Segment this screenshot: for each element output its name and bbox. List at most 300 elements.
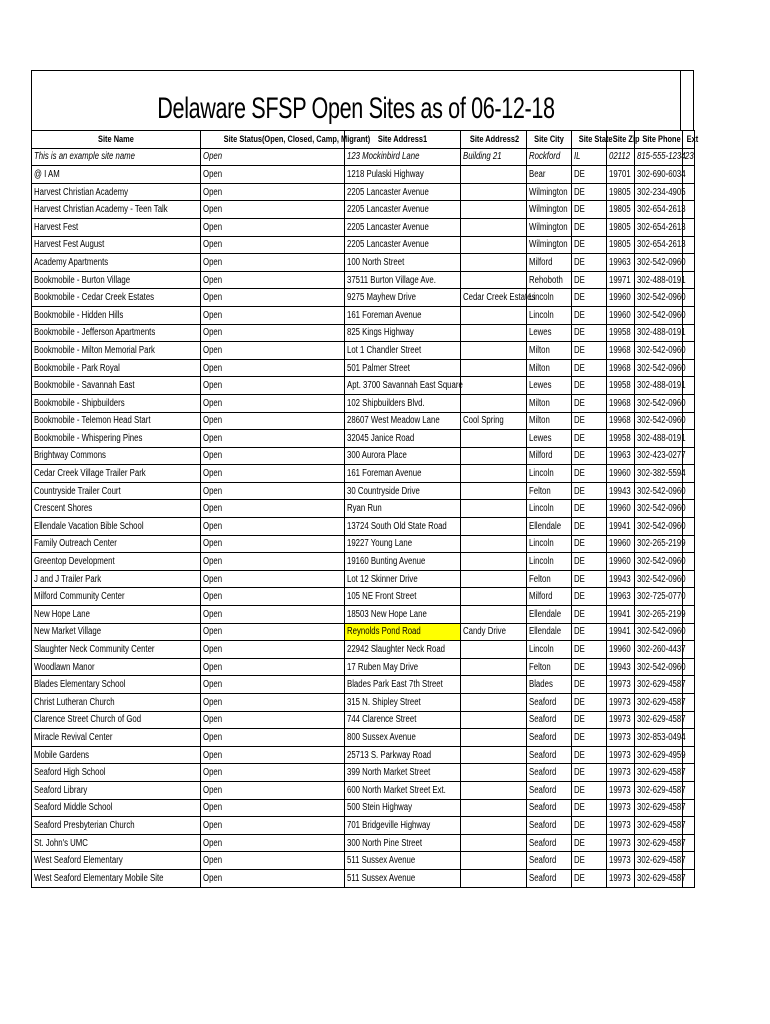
cell-site-address1[interactable]: 32045 Janice Road — [345, 430, 461, 448]
cell-site-name[interactable]: Bookmobile - Jefferson Apartments — [32, 324, 201, 342]
cell-site-name[interactable]: Harvest Christian Academy - Teen Talk — [32, 201, 201, 219]
cell-site-address1[interactable]: 315 N. Shipley Street — [345, 694, 461, 712]
cell-site-address1[interactable]: 2205 Lancaster Avenue — [345, 236, 461, 254]
cell-site-status[interactable]: Open — [201, 482, 345, 500]
cell-site-name[interactable]: Harvest Christian Academy — [32, 183, 201, 201]
cell-site-city[interactable]: Ellendale — [527, 623, 572, 641]
cell-site-state[interactable]: DE — [572, 465, 607, 483]
cell-site-zip[interactable]: 19805 — [607, 183, 635, 201]
cell-site-name[interactable]: Ellendale Vacation Bible School — [32, 518, 201, 536]
cell-site-status[interactable]: Open — [201, 781, 345, 799]
cell-site-zip[interactable]: 19960 — [607, 553, 635, 571]
cell-site-address2[interactable] — [461, 764, 527, 782]
cell-site-address1[interactable]: 2205 Lancaster Avenue — [345, 218, 461, 236]
cell-site-name[interactable]: New Hope Lane — [32, 606, 201, 624]
cell-site-phone[interactable]: 302-542-0960 — [635, 412, 683, 430]
cell-site-phone[interactable]: 302-542-0960 — [635, 394, 683, 412]
cell-site-status[interactable]: Open — [201, 394, 345, 412]
cell-site-status[interactable]: Open — [201, 430, 345, 448]
cell-site-address2[interactable]: Cool Spring — [461, 412, 527, 430]
cell-site-phone[interactable]: 302-853-0494 — [635, 729, 683, 747]
cell-site-phone[interactable]: 302-629-4587 — [635, 694, 683, 712]
cell-site-status[interactable]: Open — [201, 377, 345, 395]
cell-site-address2[interactable] — [461, 676, 527, 694]
cell-site-address1[interactable]: 22942 Slaughter Neck Road — [345, 641, 461, 659]
cell-site-name[interactable]: Family Outreach Center — [32, 535, 201, 553]
cell-site-address2[interactable] — [461, 852, 527, 870]
cell-site-name[interactable]: Bookmobile - Hidden Hills — [32, 306, 201, 324]
cell-site-phone[interactable]: 302-542-0960 — [635, 570, 683, 588]
cell-site-state[interactable]: DE — [572, 764, 607, 782]
cell-site-name[interactable]: Academy Apartments — [32, 254, 201, 272]
cell-site-address2[interactable] — [461, 553, 527, 571]
cell-site-address2[interactable] — [461, 201, 527, 219]
cell-site-address1[interactable]: 28607 West Meadow Lane — [345, 412, 461, 430]
cell-site-state[interactable]: DE — [572, 306, 607, 324]
cell-site-city[interactable]: Ellendale — [527, 606, 572, 624]
cell-site-status[interactable]: Open — [201, 606, 345, 624]
cell-site-state[interactable]: DE — [572, 166, 607, 184]
cell-site-address1[interactable]: 19160 Bunting Avenue — [345, 553, 461, 571]
cell-site-phone[interactable]: 302-629-4959 — [635, 746, 683, 764]
cell-site-address2[interactable]: Cedar Creek Estates — [461, 289, 527, 307]
cell-site-address2[interactable] — [461, 306, 527, 324]
cell-site-zip[interactable]: 19973 — [607, 694, 635, 712]
cell-site-phone[interactable]: 302-629-4587 — [635, 799, 683, 817]
cell-site-address1[interactable]: Lot 12 Skinner Drive — [345, 570, 461, 588]
cell-site-zip[interactable]: 19941 — [607, 606, 635, 624]
cell-site-city[interactable]: Wilmington — [527, 183, 572, 201]
cell-site-status[interactable]: Open — [201, 306, 345, 324]
cell-site-address2[interactable] — [461, 799, 527, 817]
cell-site-city[interactable]: Seaford — [527, 781, 572, 799]
cell-site-phone[interactable]: 302-654-2613 — [635, 201, 683, 219]
cell-site-status[interactable]: Open — [201, 518, 345, 536]
cell-site-phone[interactable]: 302-542-0960 — [635, 500, 683, 518]
cell-site-address2[interactable] — [461, 254, 527, 272]
cell-site-name[interactable]: Greentop Development — [32, 553, 201, 571]
cell-site-city[interactable]: Lincoln — [527, 500, 572, 518]
cell-site-status[interactable]: Open — [201, 465, 345, 483]
cell-site-address2[interactable] — [461, 588, 527, 606]
cell-site-city[interactable]: Blades — [527, 676, 572, 694]
cell-site-status[interactable]: Open — [201, 694, 345, 712]
cell-site-city[interactable]: Seaford — [527, 746, 572, 764]
cell-site-phone[interactable]: 302-542-0960 — [635, 306, 683, 324]
cell-site-name[interactable]: Bookmobile - Park Royal — [32, 359, 201, 377]
cell-site-name[interactable]: Crescent Shores — [32, 500, 201, 518]
cell-site-address1[interactable]: 600 North Market Street Ext. — [345, 781, 461, 799]
cell-site-address1[interactable]: 105 NE Front Street — [345, 588, 461, 606]
cell-site-status[interactable]: Open — [201, 764, 345, 782]
cell-site-zip[interactable]: 19805 — [607, 218, 635, 236]
cell-site-address1[interactable]: Lot 1 Chandler Street — [345, 342, 461, 360]
cell-site-address2[interactable] — [461, 729, 527, 747]
cell-site-name[interactable]: This is an example site name — [32, 148, 201, 166]
cell-site-address1[interactable]: 13724 South Old State Road — [345, 518, 461, 536]
cell-site-address1[interactable]: 161 Foreman Avenue — [345, 465, 461, 483]
cell-site-city[interactable]: Milford — [527, 254, 572, 272]
cell-site-city[interactable]: Seaford — [527, 764, 572, 782]
cell-site-zip[interactable]: 19973 — [607, 834, 635, 852]
cell-site-zip[interactable]: 19805 — [607, 236, 635, 254]
cell-site-name[interactable]: West Seaford Elementary — [32, 852, 201, 870]
cell-site-address2[interactable] — [461, 834, 527, 852]
cell-site-status[interactable]: Open — [201, 729, 345, 747]
cell-site-city[interactable]: Milton — [527, 412, 572, 430]
cell-site-state[interactable]: DE — [572, 377, 607, 395]
cell-site-status[interactable]: Open — [201, 359, 345, 377]
cell-site-status[interactable]: Open — [201, 324, 345, 342]
cell-site-name[interactable]: J and J Trailer Park — [32, 570, 201, 588]
cell-site-state[interactable]: DE — [572, 781, 607, 799]
cell-site-status[interactable]: Open — [201, 711, 345, 729]
cell-site-state[interactable]: DE — [572, 869, 607, 887]
cell-site-name[interactable]: Bookmobile - Cedar Creek Estates — [32, 289, 201, 307]
cell-site-zip[interactable]: 19971 — [607, 271, 635, 289]
cell-site-address2[interactable] — [461, 606, 527, 624]
cell-site-status[interactable]: Open — [201, 570, 345, 588]
cell-site-phone[interactable]: 302-542-0960 — [635, 553, 683, 571]
cell-site-status[interactable]: Open — [201, 641, 345, 659]
cell-site-name[interactable]: Seaford Middle School — [32, 799, 201, 817]
cell-site-address2[interactable] — [461, 781, 527, 799]
cell-site-state[interactable]: IL — [572, 148, 607, 166]
cell-site-zip[interactable]: 19805 — [607, 201, 635, 219]
cell-site-address2[interactable] — [461, 394, 527, 412]
cell-site-name[interactable]: @ I AM — [32, 166, 201, 184]
cell-site-status[interactable]: Open — [201, 447, 345, 465]
cell-site-zip[interactable]: 19941 — [607, 518, 635, 536]
cell-site-city[interactable]: Seaford — [527, 852, 572, 870]
cell-site-address2[interactable] — [461, 869, 527, 887]
cell-site-state[interactable]: DE — [572, 254, 607, 272]
cell-site-status[interactable]: Open — [201, 254, 345, 272]
cell-site-state[interactable]: DE — [572, 394, 607, 412]
cell-site-state[interactable]: DE — [572, 412, 607, 430]
cell-site-name[interactable]: West Seaford Elementary Mobile Site — [32, 869, 201, 887]
cell-site-address2[interactable] — [461, 694, 527, 712]
cell-site-state[interactable]: DE — [572, 711, 607, 729]
cell-site-state[interactable]: DE — [572, 676, 607, 694]
cell-site-address1[interactable]: 25713 S. Parkway Road — [345, 746, 461, 764]
cell-site-address1[interactable]: Blades Park East 7th Street — [345, 676, 461, 694]
cell-site-address1[interactable]: 300 Aurora Place — [345, 447, 461, 465]
cell-site-state[interactable]: DE — [572, 817, 607, 835]
cell-site-state[interactable]: DE — [572, 236, 607, 254]
cell-site-city[interactable]: Seaford — [527, 694, 572, 712]
cell-site-status[interactable]: Open — [201, 869, 345, 887]
cell-site-city[interactable]: Milford — [527, 447, 572, 465]
cell-site-phone[interactable]: 302-488-0191 — [635, 430, 683, 448]
cell-site-address1[interactable]: 100 North Street — [345, 254, 461, 272]
cell-site-address2[interactable] — [461, 465, 527, 483]
cell-site-address1[interactable]: Reynolds Pond Road — [345, 623, 461, 641]
cell-site-phone[interactable]: 302-542-0960 — [635, 623, 683, 641]
cell-site-address2[interactable] — [461, 430, 527, 448]
cell-site-state[interactable]: DE — [572, 430, 607, 448]
cell-site-phone[interactable]: 302-265-2199 — [635, 606, 683, 624]
cell-site-state[interactable]: DE — [572, 218, 607, 236]
cell-site-zip[interactable]: 19973 — [607, 764, 635, 782]
cell-site-address1[interactable]: 701 Bridgeville Highway — [345, 817, 461, 835]
cell-site-status[interactable]: Open — [201, 236, 345, 254]
cell-site-address2[interactable]: Candy Drive — [461, 623, 527, 641]
cell-site-name[interactable]: St. John's UMC — [32, 834, 201, 852]
cell-site-status[interactable]: Open — [201, 218, 345, 236]
cell-site-name[interactable]: Seaford Library — [32, 781, 201, 799]
cell-site-state[interactable]: DE — [572, 359, 607, 377]
cell-site-zip[interactable]: 19973 — [607, 817, 635, 835]
cell-site-address1[interactable]: 102 Shipbuilders Blvd. — [345, 394, 461, 412]
cell-site-name[interactable]: Clarence Street Church of God — [32, 711, 201, 729]
cell-site-city[interactable]: Lincoln — [527, 641, 572, 659]
cell-site-phone[interactable]: 302-488-0191 — [635, 377, 683, 395]
cell-site-address2[interactable] — [461, 271, 527, 289]
cell-site-city[interactable]: Felton — [527, 482, 572, 500]
cell-site-phone[interactable]: 302-629-4587 — [635, 817, 683, 835]
cell-site-state[interactable]: DE — [572, 342, 607, 360]
cell-site-name[interactable]: Christ Lutheran Church — [32, 694, 201, 712]
cell-site-address2[interactable]: Building 21 — [461, 148, 527, 166]
cell-site-status[interactable]: Open — [201, 852, 345, 870]
cell-site-name[interactable]: Bookmobile - Milton Memorial Park — [32, 342, 201, 360]
cell-site-zip[interactable]: 19960 — [607, 641, 635, 659]
cell-site-status[interactable]: Open — [201, 289, 345, 307]
cell-site-state[interactable]: DE — [572, 518, 607, 536]
cell-site-phone[interactable]: 302-654-2613 — [635, 236, 683, 254]
cell-site-address2[interactable] — [461, 324, 527, 342]
cell-site-address2[interactable] — [461, 518, 527, 536]
cell-site-zip[interactable]: 19943 — [607, 482, 635, 500]
cell-site-address2[interactable] — [461, 482, 527, 500]
cell-site-city[interactable]: Rehoboth — [527, 271, 572, 289]
cell-site-zip[interactable]: 19973 — [607, 676, 635, 694]
cell-site-status[interactable]: Open — [201, 676, 345, 694]
cell-site-zip[interactable]: 19968 — [607, 342, 635, 360]
cell-site-state[interactable]: DE — [572, 729, 607, 747]
cell-site-zip[interactable]: 19973 — [607, 781, 635, 799]
cell-site-address1[interactable]: 2205 Lancaster Avenue — [345, 183, 461, 201]
cell-site-address2[interactable] — [461, 535, 527, 553]
cell-site-state[interactable]: DE — [572, 570, 607, 588]
cell-site-zip[interactable]: 19958 — [607, 377, 635, 395]
cell-site-address1[interactable]: 37511 Burton Village Ave. — [345, 271, 461, 289]
cell-site-address1[interactable]: 30 Countryside Drive — [345, 482, 461, 500]
cell-site-name[interactable]: Mobile Gardens — [32, 746, 201, 764]
cell-site-zip[interactable]: 19958 — [607, 430, 635, 448]
cell-site-state[interactable]: DE — [572, 500, 607, 518]
cell-site-state[interactable]: DE — [572, 289, 607, 307]
cell-site-name[interactable]: Harvest Fest August — [32, 236, 201, 254]
cell-site-phone[interactable]: 302-690-6034 — [635, 166, 683, 184]
cell-site-city[interactable]: Felton — [527, 658, 572, 676]
cell-site-phone[interactable]: 302-629-4587 — [635, 869, 683, 887]
cell-site-name[interactable]: Woodlawn Manor — [32, 658, 201, 676]
cell-site-address1[interactable]: 2205 Lancaster Avenue — [345, 201, 461, 219]
cell-site-state[interactable]: DE — [572, 641, 607, 659]
cell-site-state[interactable]: DE — [572, 834, 607, 852]
cell-site-name[interactable]: Milford Community Center — [32, 588, 201, 606]
cell-site-status[interactable]: Open — [201, 834, 345, 852]
cell-site-address2[interactable] — [461, 817, 527, 835]
cell-site-phone[interactable]: 302-542-0960 — [635, 658, 683, 676]
cell-site-name[interactable]: Bookmobile - Whispering Pines — [32, 430, 201, 448]
cell-site-zip[interactable]: 19960 — [607, 500, 635, 518]
cell-site-city[interactable]: Seaford — [527, 834, 572, 852]
cell-site-status[interactable]: Open — [201, 817, 345, 835]
cell-site-city[interactable]: Lewes — [527, 430, 572, 448]
cell-site-status[interactable]: Open — [201, 183, 345, 201]
cell-site-state[interactable]: DE — [572, 201, 607, 219]
cell-site-status[interactable]: Open — [201, 746, 345, 764]
cell-site-state[interactable]: DE — [572, 447, 607, 465]
cell-site-zip[interactable]: 19973 — [607, 799, 635, 817]
cell-site-address2[interactable] — [461, 711, 527, 729]
cell-site-city[interactable]: Lincoln — [527, 306, 572, 324]
cell-site-phone[interactable]: 302-654-2613 — [635, 218, 683, 236]
cell-site-address2[interactable] — [461, 447, 527, 465]
cell-site-zip[interactable]: 19973 — [607, 852, 635, 870]
cell-site-city[interactable]: Seaford — [527, 711, 572, 729]
cell-site-zip[interactable]: 19943 — [607, 570, 635, 588]
cell-site-status[interactable]: Open — [201, 342, 345, 360]
cell-site-address1[interactable]: 123 Mockinbird Lane — [345, 148, 461, 166]
cell-site-address1[interactable]: 399 North Market Street — [345, 764, 461, 782]
cell-site-state[interactable]: DE — [572, 694, 607, 712]
cell-site-status[interactable]: Open — [201, 412, 345, 430]
cell-site-phone[interactable]: 302-488-0191 — [635, 324, 683, 342]
cell-site-city[interactable]: Lincoln — [527, 465, 572, 483]
cell-site-zip[interactable]: 19968 — [607, 394, 635, 412]
cell-site-city[interactable]: Seaford — [527, 799, 572, 817]
cell-site-address2[interactable] — [461, 218, 527, 236]
cell-site-address1[interactable]: 511 Sussex Avenue — [345, 852, 461, 870]
cell-site-city[interactable]: Lincoln — [527, 289, 572, 307]
cell-site-city[interactable]: Wilmington — [527, 236, 572, 254]
cell-site-city[interactable]: Milton — [527, 342, 572, 360]
cell-site-status[interactable]: Open — [201, 799, 345, 817]
cell-site-zip[interactable]: 19960 — [607, 289, 635, 307]
cell-site-zip[interactable]: 19963 — [607, 447, 635, 465]
cell-site-city[interactable]: Seaford — [527, 817, 572, 835]
cell-site-city[interactable]: Lewes — [527, 377, 572, 395]
cell-site-state[interactable]: DE — [572, 183, 607, 201]
cell-site-address2[interactable] — [461, 500, 527, 518]
cell-site-status[interactable]: Open — [201, 201, 345, 219]
cell-site-name[interactable]: Bookmobile - Telemon Head Start — [32, 412, 201, 430]
cell-site-name[interactable]: New Market Village — [32, 623, 201, 641]
cell-site-city[interactable]: Seaford — [527, 729, 572, 747]
cell-site-state[interactable]: DE — [572, 553, 607, 571]
cell-site-zip[interactable]: 19958 — [607, 324, 635, 342]
cell-site-zip[interactable]: 19960 — [607, 535, 635, 553]
cell-site-address1[interactable]: 800 Sussex Avenue — [345, 729, 461, 747]
cell-site-city[interactable]: Lincoln — [527, 553, 572, 571]
cell-site-zip[interactable]: 19968 — [607, 359, 635, 377]
cell-site-state[interactable]: DE — [572, 746, 607, 764]
cell-site-address1[interactable]: 17 Ruben May Drive — [345, 658, 461, 676]
cell-site-zip[interactable]: 19963 — [607, 588, 635, 606]
cell-site-city[interactable]: Lincoln — [527, 535, 572, 553]
cell-site-city[interactable]: Milton — [527, 394, 572, 412]
cell-site-state[interactable]: DE — [572, 482, 607, 500]
cell-site-city[interactable]: Milton — [527, 359, 572, 377]
cell-site-phone[interactable]: 302-260-4437 — [635, 641, 683, 659]
cell-site-state[interactable]: DE — [572, 606, 607, 624]
cell-site-state[interactable]: DE — [572, 588, 607, 606]
cell-site-phone[interactable]: 302-542-0960 — [635, 342, 683, 360]
cell-site-address2[interactable] — [461, 166, 527, 184]
cell-site-phone[interactable]: 302-542-0960 — [635, 289, 683, 307]
cell-site-phone[interactable]: 302-629-4587 — [635, 676, 683, 694]
cell-site-zip[interactable]: 19968 — [607, 412, 635, 430]
cell-site-status[interactable]: Open — [201, 658, 345, 676]
cell-site-status[interactable]: Open — [201, 271, 345, 289]
cell-site-name[interactable]: Harvest Fest — [32, 218, 201, 236]
cell-site-address1[interactable]: 511 Sussex Avenue — [345, 869, 461, 887]
cell-site-name[interactable]: Countryside Trailer Court — [32, 482, 201, 500]
cell-site-city[interactable]: Seaford — [527, 869, 572, 887]
cell-site-state[interactable]: DE — [572, 623, 607, 641]
cell-site-state[interactable]: DE — [572, 271, 607, 289]
cell-site-status[interactable]: Open — [201, 553, 345, 571]
cell-site-zip[interactable]: 19943 — [607, 658, 635, 676]
cell-site-name[interactable]: Slaughter Neck Community Center — [32, 641, 201, 659]
cell-site-phone[interactable]: 302-423-0277 — [635, 447, 683, 465]
cell-site-zip[interactable]: 19973 — [607, 729, 635, 747]
cell-site-address2[interactable] — [461, 342, 527, 360]
cell-site-address1[interactable]: 19227 Young Lane — [345, 535, 461, 553]
cell-site-zip[interactable]: 19941 — [607, 623, 635, 641]
cell-site-state[interactable]: DE — [572, 324, 607, 342]
cell-site-state[interactable]: DE — [572, 535, 607, 553]
cell-site-zip[interactable]: 19960 — [607, 306, 635, 324]
cell-site-address2[interactable] — [461, 236, 527, 254]
cell-site-address2[interactable] — [461, 570, 527, 588]
cell-site-city[interactable]: Ellendale — [527, 518, 572, 536]
cell-site-name[interactable]: Bookmobile - Shipbuilders — [32, 394, 201, 412]
cell-site-address2[interactable] — [461, 359, 527, 377]
cell-site-phone[interactable]: 302-629-4587 — [635, 711, 683, 729]
cell-site-status[interactable]: Open — [201, 588, 345, 606]
cell-site-status[interactable]: Open — [201, 166, 345, 184]
cell-site-phone[interactable]: 302-542-0960 — [635, 359, 683, 377]
cell-site-status[interactable]: Open — [201, 623, 345, 641]
cell-site-address1[interactable]: 825 Kings Highway — [345, 324, 461, 342]
cell-site-phone[interactable]: 815-555-1234 — [635, 148, 683, 166]
cell-site-name[interactable]: Seaford Presbyterian Church — [32, 817, 201, 835]
cell-site-address2[interactable] — [461, 183, 527, 201]
cell-site-name[interactable]: Cedar Creek Village Trailer Park — [32, 465, 201, 483]
cell-site-phone[interactable]: 302-542-0960 — [635, 482, 683, 500]
cell-site-city[interactable]: Wilmington — [527, 201, 572, 219]
cell-site-address2[interactable] — [461, 377, 527, 395]
cell-site-address2[interactable] — [461, 658, 527, 676]
cell-site-status[interactable]: Open — [201, 148, 345, 166]
cell-site-zip[interactable]: 19960 — [607, 465, 635, 483]
cell-site-name[interactable]: Seaford High School — [32, 764, 201, 782]
cell-site-city[interactable]: Bear — [527, 166, 572, 184]
cell-site-phone[interactable]: 302-629-4587 — [635, 764, 683, 782]
cell-site-state[interactable]: DE — [572, 658, 607, 676]
cell-site-zip[interactable]: 19701 — [607, 166, 635, 184]
cell-site-zip[interactable]: 02112 — [607, 148, 635, 166]
cell-site-address1[interactable]: 1218 Pulaski Highway — [345, 166, 461, 184]
cell-site-phone[interactable]: 302-629-4587 — [635, 852, 683, 870]
cell-site-phone[interactable]: 302-725-0770 — [635, 588, 683, 606]
cell-site-name[interactable]: Bookmobile - Burton Village — [32, 271, 201, 289]
